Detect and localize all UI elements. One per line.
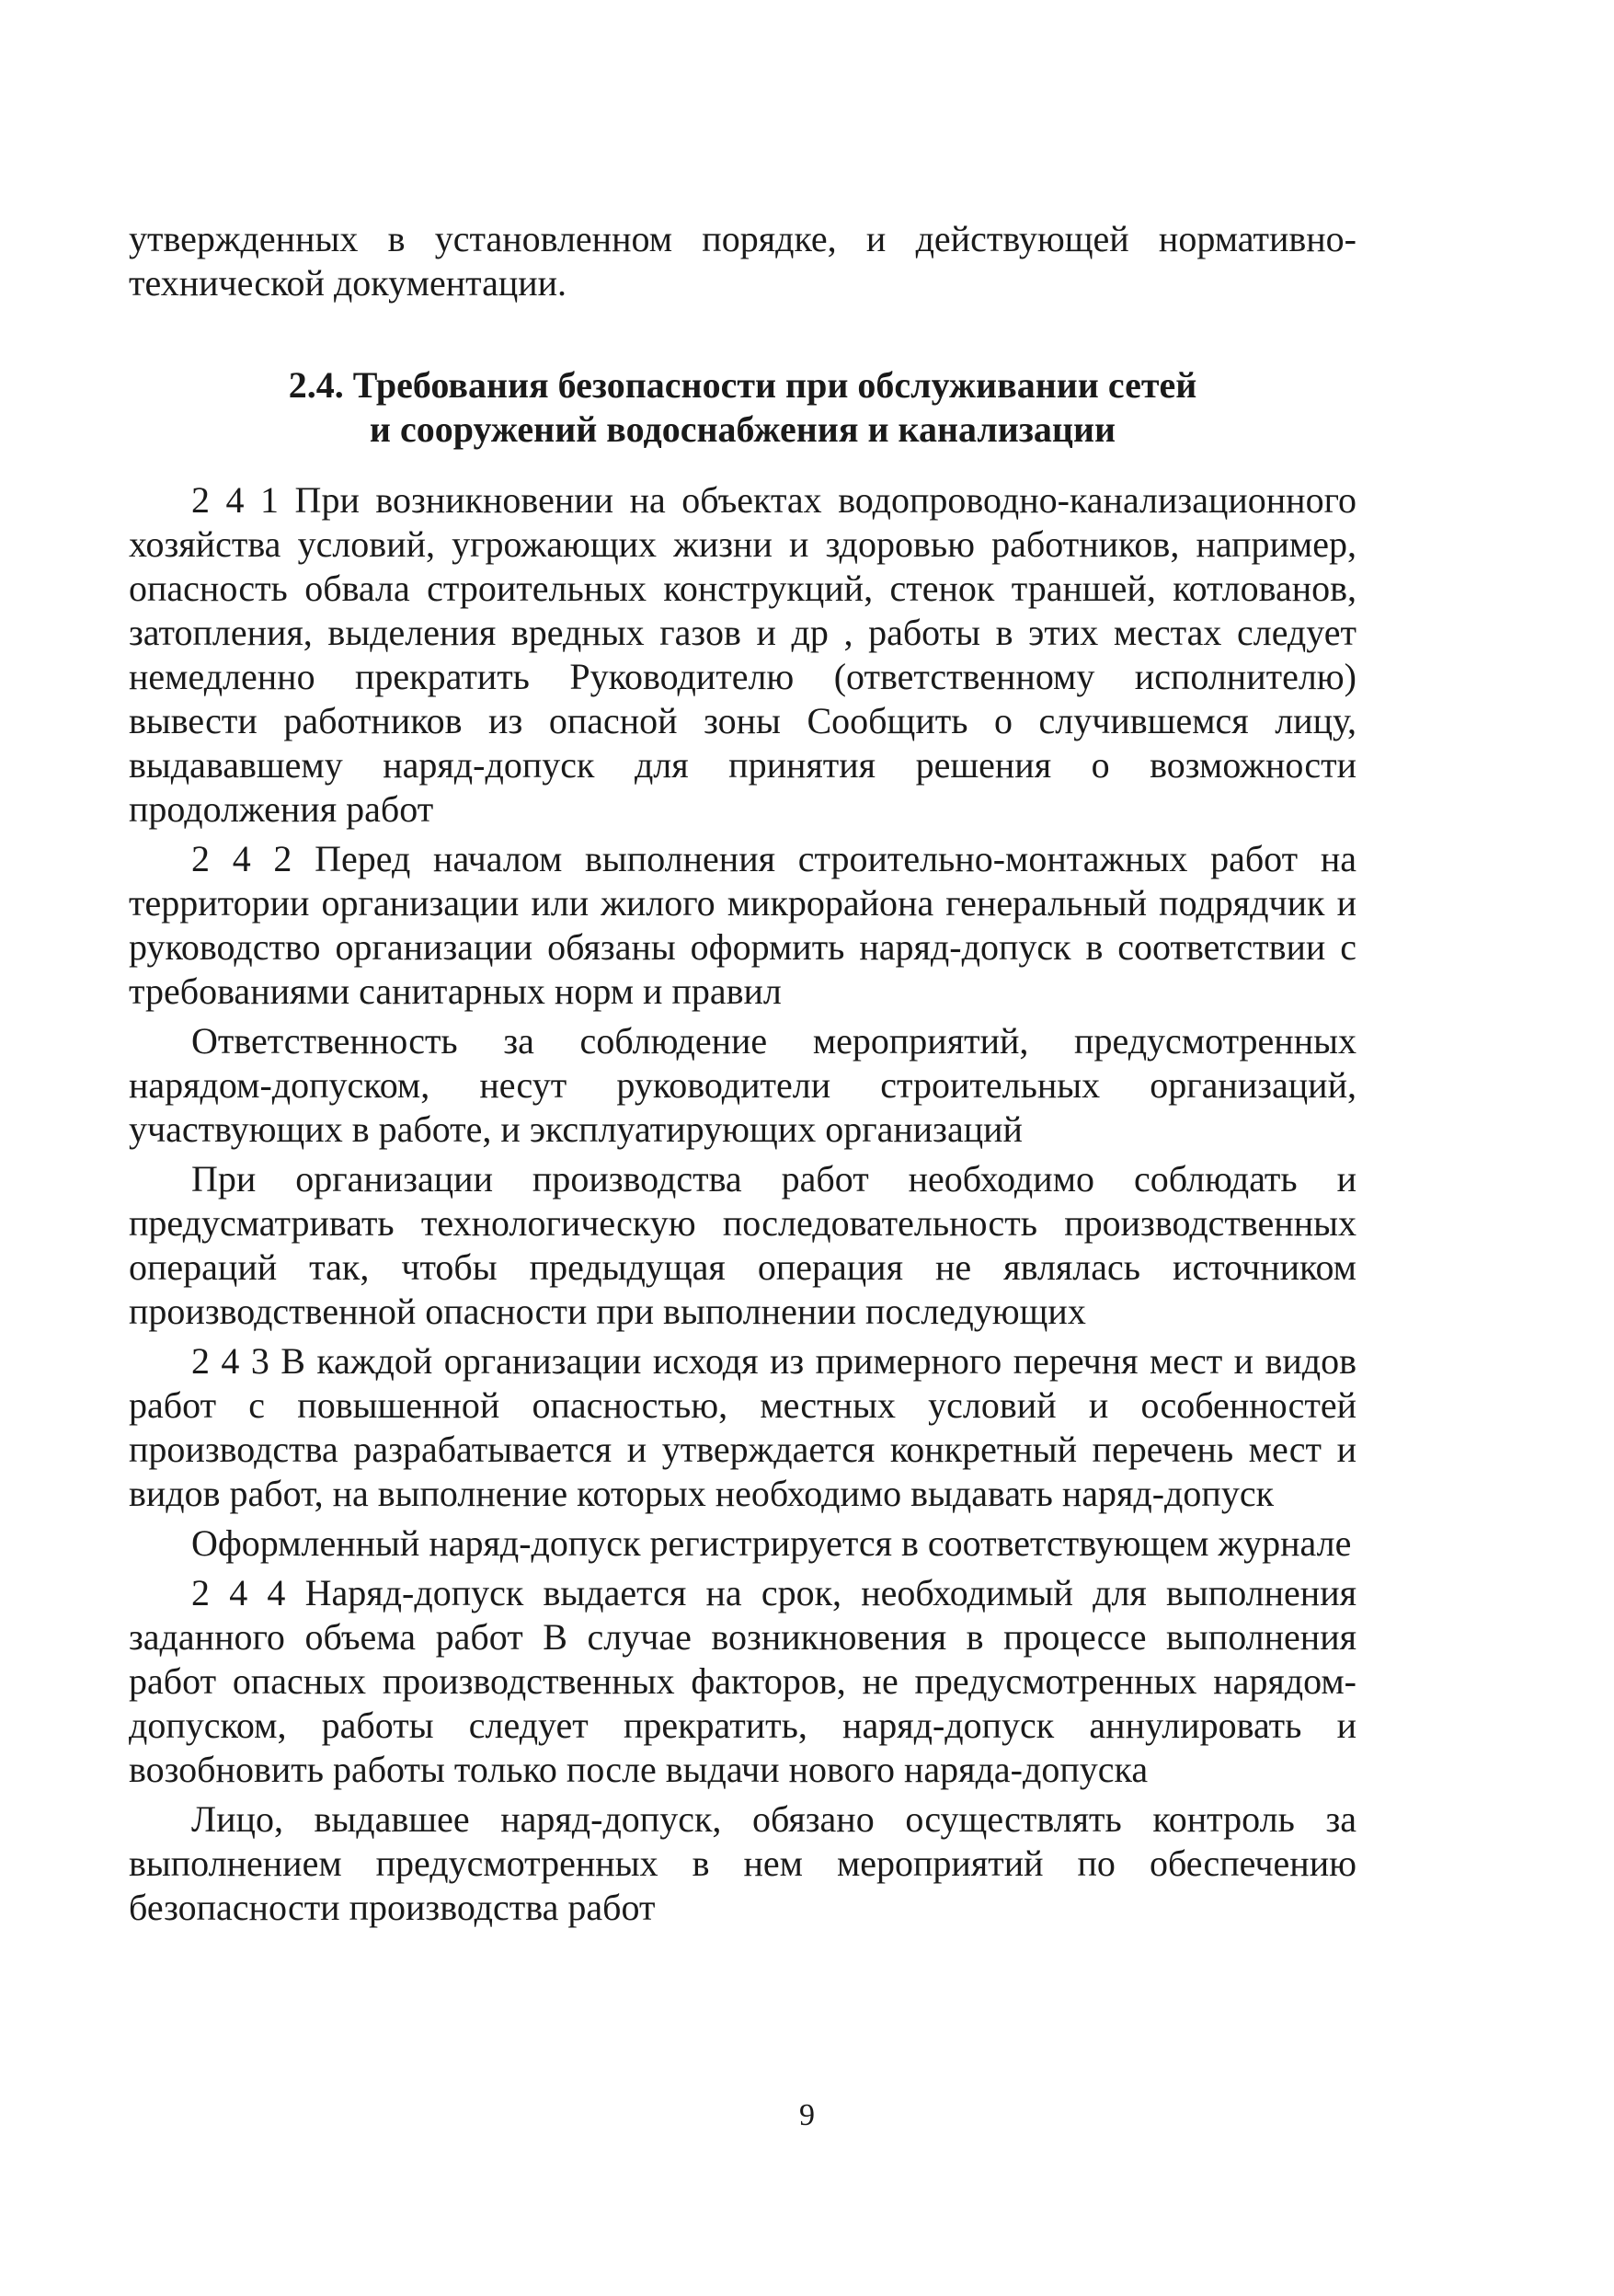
- paragraph-control: Лицо, выдавшее наряд-допуск, обязано осуществлять контроль за выполнением предусмотренных в нем мероприятий по обеспечению безопасности производства работ: [129, 1798, 1356, 1928]
- section-heading-line-2: и сооружений водоснабжения и канализации: [369, 408, 1116, 450]
- paragraph-2-4-4: 2 4 4 Наряд-допуск выдается на срок, необходимый для выполнения заданного объема работ В случае возникновения в процессе выполнения работ опасных производственных факторов, не предусмотренных нарядом-допуском, работы следует прекратить, наряд-допуск аннулировать и возобновить работы только после выдачи нового наряда-допуска: [129, 1572, 1356, 1790]
- paragraph-2-4-1: 2 4 1 При возникновении на объектах водопроводно-канализационного хозяйства условий, угрожающих жизни и здоровью работников, например, опасность обвала строительных конструкций, стенок траншей, котлованов, затопления, выделения вредных газов и др , работы в этих местах следует немедленно прекратить Руководителю (ответственному исполнителю) вывести работников из опасной зоны Сообщить о случившемся лицу, выдававшему наряд-допуск для принятия решения о возможности продолжения работ: [129, 479, 1356, 830]
- paragraph-work-organization: При организации производства работ необходимо соблюдать и предусматривать технологическую последовательность производственных операций так, чтобы предыдущая операция не являлась источником производственной опасности при выполнении последующих: [129, 1158, 1356, 1332]
- section-heading: [129, 363, 1356, 452]
- page-number: 9: [799, 2098, 815, 2132]
- paragraph-registration: Оформленный наряд-допуск регистрируется в соответствующем журнале: [191, 1522, 1352, 1564]
- paragraph-responsibility: Ответственность за соблюдение мероприятий, предусмотренных нарядом-допуском, несут руководители строительных организаций, участвующих в работе, и эксплуатирующих организаций: [129, 1020, 1356, 1150]
- intro-paragraph: утвержденных в установленном порядке, и действующей нормативно-технической документации.: [129, 218, 1356, 304]
- paragraph-2-4-3: 2 4 3 В каждой организации исходя из примерного перечня мест и видов работ с повышенной опасностью, местных условий и особенностей производства разрабатывается и утверждается конкретный перечень мест и видов работ, на выполнение которых необходимо выдавать наряд-допуск: [129, 1340, 1356, 1514]
- section-heading-line-1: 2.4. Требования безопасности при обслуживании сетей: [288, 364, 1197, 406]
- paragraph-2-4-2: 2 4 2 Перед началом выполнения строительно-монтажных работ на территории организации или жилого микрорайона генеральный подрядчик и руководство организации обязаны оформить наряд-допуск в соответствии с требованиями санитарных норм и правил: [129, 838, 1356, 1012]
- section-body: [129, 478, 1356, 1935]
